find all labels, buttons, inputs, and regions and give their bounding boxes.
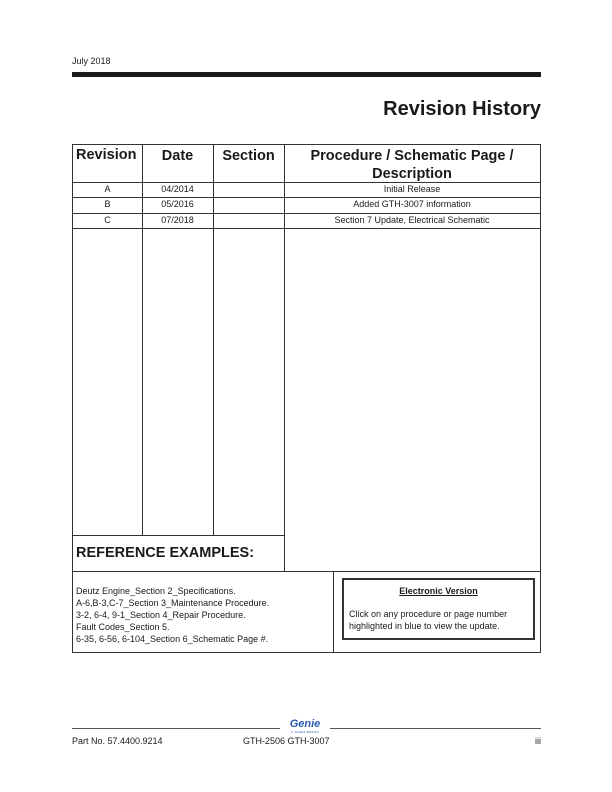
row-a-date: 04/2014 bbox=[161, 184, 194, 194]
row-c-revision: C bbox=[104, 215, 111, 225]
page-title: Revision History bbox=[383, 98, 541, 120]
col-header-section: Section bbox=[222, 148, 275, 164]
row-c-date: 07/2018 bbox=[161, 215, 194, 225]
row-border-c bbox=[73, 228, 540, 229]
bottom-section-border bbox=[73, 571, 540, 572]
reference-line: A-6,B-3,C-7_Section 3_Maintenance Procedure. bbox=[76, 598, 270, 608]
col-divider-2 bbox=[213, 145, 214, 535]
electronic-version-box bbox=[342, 578, 535, 640]
col-header-description: Description bbox=[372, 166, 452, 182]
reference-examples-title: REFERENCE EXAMPLES: bbox=[76, 545, 255, 561]
col-header-revision: Revision bbox=[76, 147, 137, 163]
reference-line: Fault Codes_Section 5. bbox=[76, 622, 170, 632]
row-b-date: 05/2016 bbox=[161, 199, 194, 209]
header-date: July 2018 bbox=[72, 56, 111, 66]
reference-examples-list bbox=[76, 585, 269, 645]
genie-logo bbox=[285, 719, 325, 734]
footer-rule-left bbox=[72, 728, 280, 729]
col-header-date: Date bbox=[161, 148, 194, 164]
electronic-version-line: highlighted in blue to view the update. bbox=[349, 621, 500, 631]
footer-model: GTH-2506 GTH-3007 bbox=[243, 736, 330, 746]
row-a-revision: A bbox=[104, 184, 111, 194]
row-b-revision: B bbox=[104, 199, 111, 209]
bottom-divider bbox=[333, 571, 334, 653]
electronic-version-line: Click on any procedure or page number bbox=[349, 609, 508, 619]
reference-line: 6-35, 6-56, 6-104_Section 6_Schematic Page #. bbox=[76, 634, 269, 644]
reference-line: 3-2, 6-4, 9-1_Section 4_Repair Procedure. bbox=[76, 610, 246, 620]
footer-part-number: Part No. 57.4400.9214 bbox=[72, 736, 163, 746]
col-header-procedure: Procedure / Schematic Page / bbox=[310, 148, 514, 164]
logo-wordmark: Genie bbox=[289, 718, 321, 730]
electronic-version-text bbox=[349, 608, 507, 632]
electronic-version-title: Electronic Version bbox=[399, 586, 478, 596]
footer-page-number: iii bbox=[535, 736, 541, 746]
reference-line: Deutz Engine_Section 2_Specifications. bbox=[76, 586, 236, 596]
reference-title-border bbox=[73, 535, 284, 536]
header-rule bbox=[72, 72, 541, 77]
row-c-description: Section 7 Update, Electrical Schematic bbox=[334, 215, 490, 225]
logo-subtitle: A TEREX BRAND bbox=[291, 730, 319, 734]
row-b-description: Added GTH-3007 information bbox=[353, 199, 471, 209]
footer-rule-right bbox=[330, 728, 541, 729]
row-a-description: Initial Release bbox=[383, 184, 441, 194]
revision-table bbox=[72, 144, 541, 653]
